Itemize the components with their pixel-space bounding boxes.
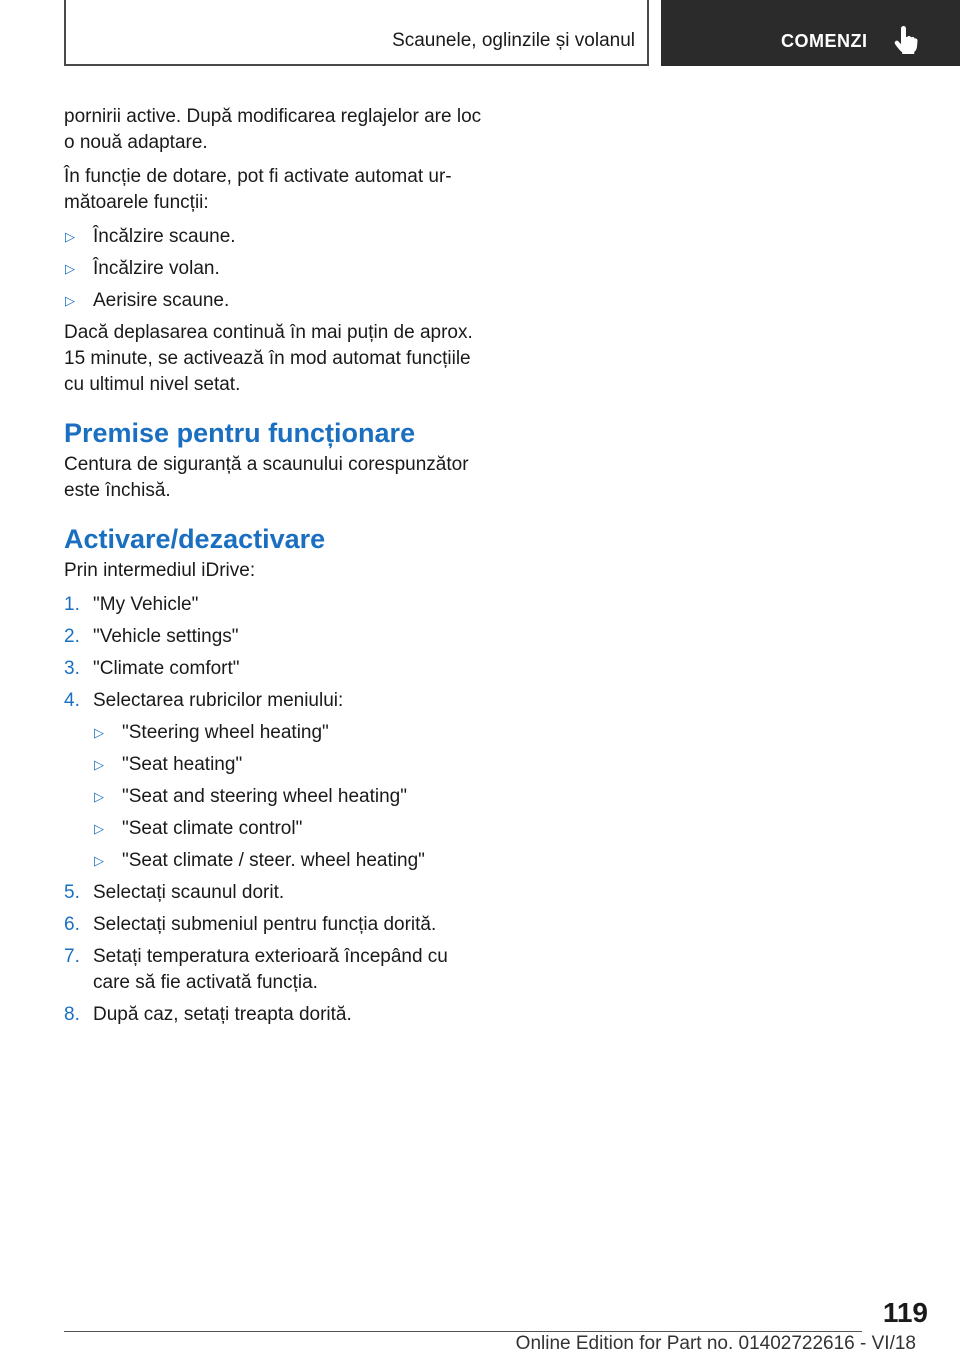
step-item — [64, 944, 484, 996]
step-item — [64, 912, 484, 938]
step-text: Selectați submeniul pentru funcția dorită. — [93, 914, 437, 935]
page-content — [64, 104, 484, 1034]
step-item — [64, 592, 484, 618]
triangle-bullet-icon: ▷ — [94, 789, 104, 804]
hand-pointer-icon — [894, 26, 918, 54]
section-heading-prerequisites: Premise pentru funcționare — [64, 418, 416, 448]
triangle-bullet-icon: ▷ — [65, 293, 75, 308]
menu-item — [93, 720, 484, 746]
step-item — [64, 1002, 484, 1028]
triangle-bullet-icon: ▷ — [65, 229, 75, 244]
step-text: Selectați scaunul dorit. — [93, 882, 285, 903]
step-number: 1. — [64, 594, 80, 615]
list-item — [64, 224, 484, 250]
prerequisites-text: Centura de siguranță a scaunului corespunzător este închisă. — [64, 454, 469, 501]
triangle-bullet-icon: ▷ — [65, 261, 75, 276]
step-text: După caz, setați treapta dorită. — [93, 1004, 352, 1025]
step-text: "Vehicle settings" — [93, 626, 239, 647]
step-item — [64, 624, 484, 650]
step-number: 3. — [64, 658, 80, 679]
section-heading-activation: Activare/dezactivare — [64, 524, 326, 554]
header-tab-label: COMENZI — [781, 31, 868, 51]
footer-divider — [64, 1331, 862, 1332]
step-number: 2. — [64, 626, 80, 647]
auto-activation-paragraph: Dacă deplasarea continuă în mai puțin de aprox. 15 minute, se activează în mod automat funcțiile cu ultimul nivel setat. — [64, 322, 473, 395]
header-section-box — [64, 0, 649, 66]
list-item-text: Aerisire scaune. — [93, 290, 230, 311]
activation-steps-list — [64, 592, 484, 1028]
page-number: 119 — [882, 1297, 928, 1328]
step-text: "My Vehicle" — [93, 594, 199, 615]
list-item-text: Încălzire scaune. — [93, 226, 236, 247]
step-text: "Climate comfort" — [93, 658, 240, 679]
menu-item-text: "Seat climate control" — [122, 818, 303, 839]
step-item — [64, 688, 484, 874]
intro-paragraph: pornirii active. După modificarea reglajelor are loc o nouă adaptare. — [64, 106, 482, 153]
triangle-bullet-icon: ▷ — [94, 725, 104, 740]
triangle-bullet-icon: ▷ — [94, 757, 104, 772]
menu-item — [93, 784, 484, 810]
intro-paragraph-functions: În funcție de dotare, pot fi activate automat ur-mătoarele funcții: — [64, 166, 452, 213]
list-item-text: Încălzire volan. — [93, 258, 220, 279]
menu-item — [93, 816, 484, 842]
step-text: Setați temperatura exterioară începând cu care să fie activată funcția. — [93, 946, 448, 993]
activation-intro: Prin intermediul iDrive: — [64, 560, 256, 581]
triangle-bullet-icon: ▷ — [94, 821, 104, 836]
menu-item — [93, 752, 484, 778]
menu-items-list — [93, 720, 484, 874]
step-item — [64, 656, 484, 682]
step-number: 8. — [64, 1004, 80, 1025]
header-section-title: Scaunele, oglinzile și volanul — [392, 30, 635, 51]
step-number: 4. — [64, 690, 80, 711]
step-number: 5. — [64, 882, 80, 903]
triangle-bullet-icon: ▷ — [94, 853, 104, 868]
menu-item-text: "Seat heating" — [122, 754, 243, 775]
menu-item-text: "Steering wheel heating" — [122, 722, 329, 743]
menu-item-text: "Seat climate / steer. wheel heating" — [122, 850, 425, 871]
list-item — [64, 256, 484, 282]
list-item — [64, 288, 484, 314]
menu-item-text: "Seat and steering wheel heating" — [122, 786, 407, 807]
menu-item — [93, 848, 484, 874]
step-number: 7. — [64, 946, 80, 967]
step-item — [64, 880, 484, 906]
step-number: 6. — [64, 914, 80, 935]
step-text: Selectarea rubricilor meniului: — [93, 690, 344, 711]
footer-edition-text: Online Edition for Part no. 01402722616 - VI/18 — [515, 1333, 916, 1354]
auto-functions-list — [64, 224, 484, 314]
header-chapter-tab[interactable] — [661, 0, 960, 66]
